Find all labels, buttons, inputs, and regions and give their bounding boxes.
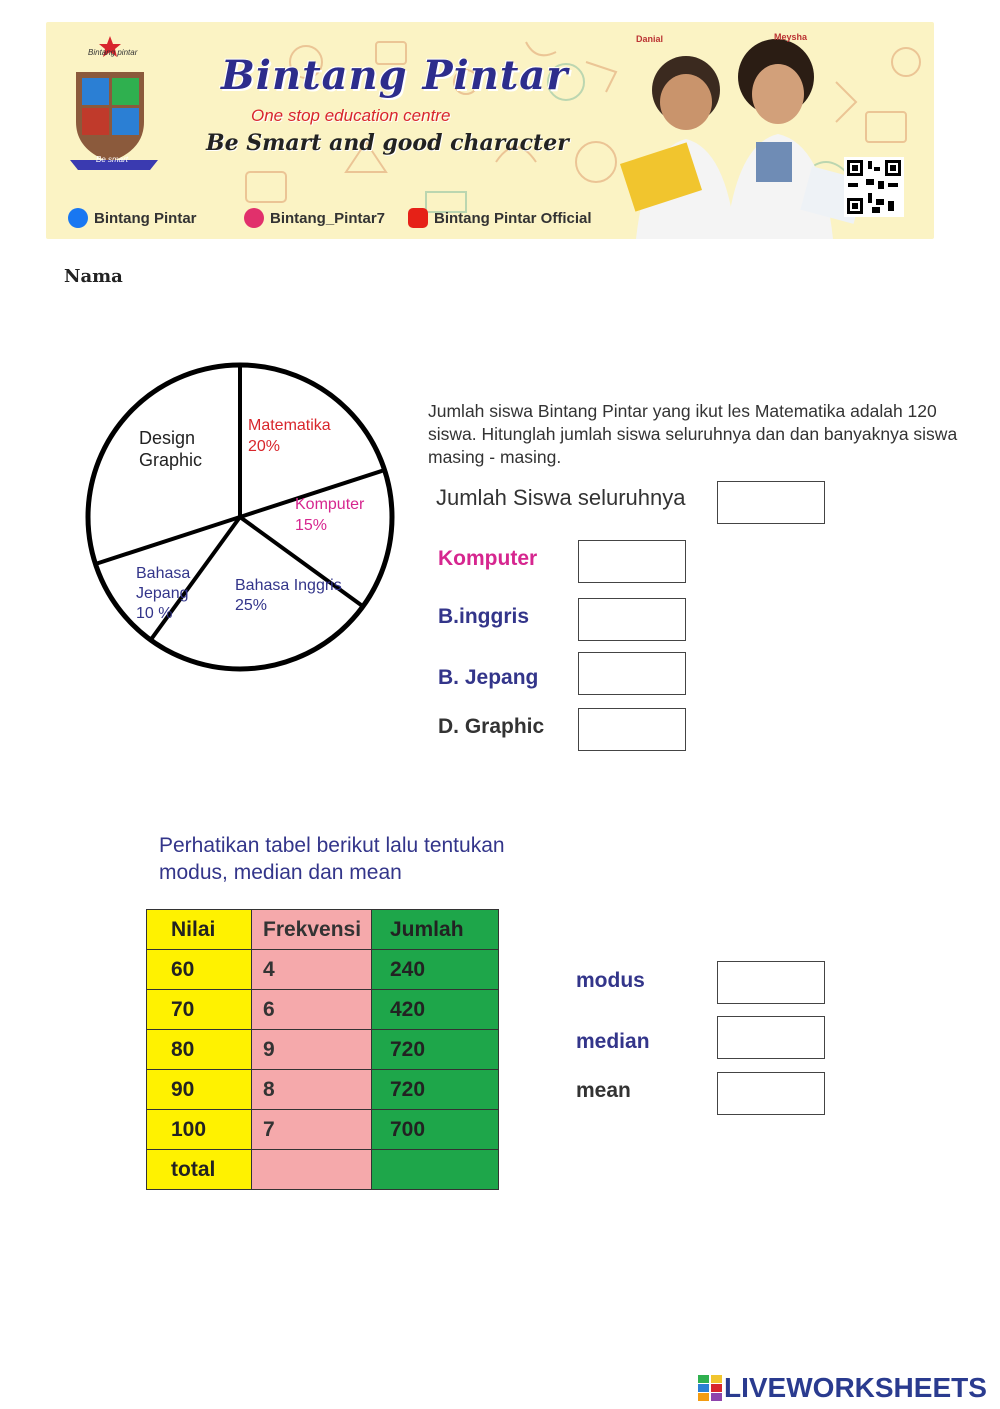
table-heading: Perhatikan tabel berikut lalu tentukan modus, median dan mean — [159, 834, 505, 884]
table-header-row — [147, 910, 499, 950]
pie-label-komputer-name: Komputer — [295, 496, 365, 513]
b-jepang-label: B. Jepang — [438, 666, 539, 689]
cell-frekvensi: 6 — [252, 990, 372, 1030]
qr-code — [844, 157, 904, 217]
pie-label-matematika-name: Matematika — [248, 417, 331, 434]
header-frekvensi: Frekvensi — [252, 910, 372, 950]
table-row — [147, 1030, 499, 1070]
table-total-row — [147, 1150, 499, 1190]
pie-label-design-line2: Graphic — [139, 450, 203, 470]
logo-ribbon-text: Be smart — [96, 155, 129, 164]
liveworksheets-wordmark: LIVEWORKSHEETS — [724, 1372, 987, 1403]
d-graphic-label: D. Graphic — [438, 715, 545, 738]
cell-frekvensi: 9 — [252, 1030, 372, 1070]
brand-title: Bintang Pintar — [221, 52, 569, 99]
facebook-link — [68, 208, 197, 228]
cell-jumlah: 700 — [372, 1110, 499, 1150]
cell-nilai: 80 — [147, 1030, 252, 1070]
pie-label-jepang-line2: Jepang — [136, 585, 189, 602]
header-banner — [46, 22, 934, 239]
cell-frekvensi: 8 — [252, 1070, 372, 1110]
youtube-handle: Bintang Pintar Official — [434, 209, 592, 227]
cell-jumlah: 720 — [372, 1030, 499, 1070]
pie-label-jepang-line1: Bahasa — [136, 565, 191, 582]
komputer-input[interactable] — [578, 540, 686, 583]
child-name-tag: Danial — [636, 34, 664, 44]
cell-frekvensi: 4 — [252, 950, 372, 990]
b-inggris-input[interactable] — [578, 598, 686, 641]
cell-nilai: 70 — [147, 990, 252, 1030]
child-name-tag: Meysha — [774, 32, 808, 42]
cell-nilai: 90 — [147, 1070, 252, 1110]
table-row — [147, 1070, 499, 1110]
instagram-handle: Bintang_Pintar7 — [270, 209, 386, 227]
pie-label-komputer-pct: 15% — [295, 517, 328, 534]
table-row — [147, 1110, 499, 1150]
header-jumlah: Jumlah — [372, 910, 499, 950]
pie-chart — [70, 350, 410, 680]
logo-caption: Bintang pintar — [88, 48, 138, 57]
cell-total-jumlah[interactable] — [372, 1150, 499, 1190]
pie-label-matematika-pct: 20% — [248, 438, 281, 455]
header-nilai: Nilai — [147, 910, 252, 950]
d-graphic-input[interactable] — [578, 708, 686, 751]
median-label: median — [576, 1030, 650, 1053]
name-label: Nama — [64, 266, 123, 287]
footer-logo — [698, 1372, 987, 1404]
table-row — [147, 990, 499, 1030]
pie-label-inggris-pct: 25% — [235, 597, 268, 614]
brand-motto: Be Smart and good character — [206, 130, 569, 156]
facebook-handle: Bintang Pintar — [94, 209, 197, 227]
mean-label: mean — [576, 1079, 631, 1102]
instagram-link — [244, 208, 385, 228]
pie-label-design-line1: Design — [139, 428, 196, 448]
brand-tagline: One stop education centre — [251, 106, 451, 125]
cell-frekvensi: 7 — [252, 1110, 372, 1150]
cell-total-label: total — [147, 1150, 252, 1190]
total-students-label: Jumlah Siswa seluruhnya — [436, 485, 686, 510]
frequency-table — [146, 909, 499, 1190]
table-row — [147, 950, 499, 990]
modus-input[interactable] — [717, 961, 825, 1004]
pie-label-inggris-name: Bahasa Inggris — [235, 577, 342, 594]
youtube-icon — [408, 208, 428, 228]
cell-jumlah: 240 — [372, 950, 499, 990]
youtube-link — [408, 208, 592, 228]
modus-label: modus — [576, 969, 645, 992]
b-inggris-label: B.inggris — [438, 605, 530, 628]
question-text: Jumlah siswa Bintang Pintar yang ikut les Matematika adalah 120 siswa. Hitunglah jumlah siswa seluruhnya dan dan banyaknya siswa masing - masing. — [428, 401, 958, 467]
b-jepang-input[interactable] — [578, 652, 686, 695]
cell-nilai: 60 — [147, 950, 252, 990]
facebook-icon — [68, 208, 88, 228]
median-input[interactable] — [717, 1016, 825, 1059]
children-photo — [586, 22, 856, 239]
cell-jumlah: 720 — [372, 1070, 499, 1110]
cell-jumlah: 420 — [372, 990, 499, 1030]
komputer-label: Komputer — [438, 547, 538, 570]
cell-nilai: 100 — [147, 1110, 252, 1150]
cell-total-frekvensi[interactable] — [252, 1150, 372, 1190]
pie-label-jepang-pct: 10 % — [136, 605, 173, 622]
total-students-input[interactable] — [717, 481, 825, 524]
instagram-icon — [244, 208, 264, 228]
liveworksheets-logo-icon — [698, 1375, 722, 1401]
mean-input[interactable] — [717, 1072, 825, 1115]
